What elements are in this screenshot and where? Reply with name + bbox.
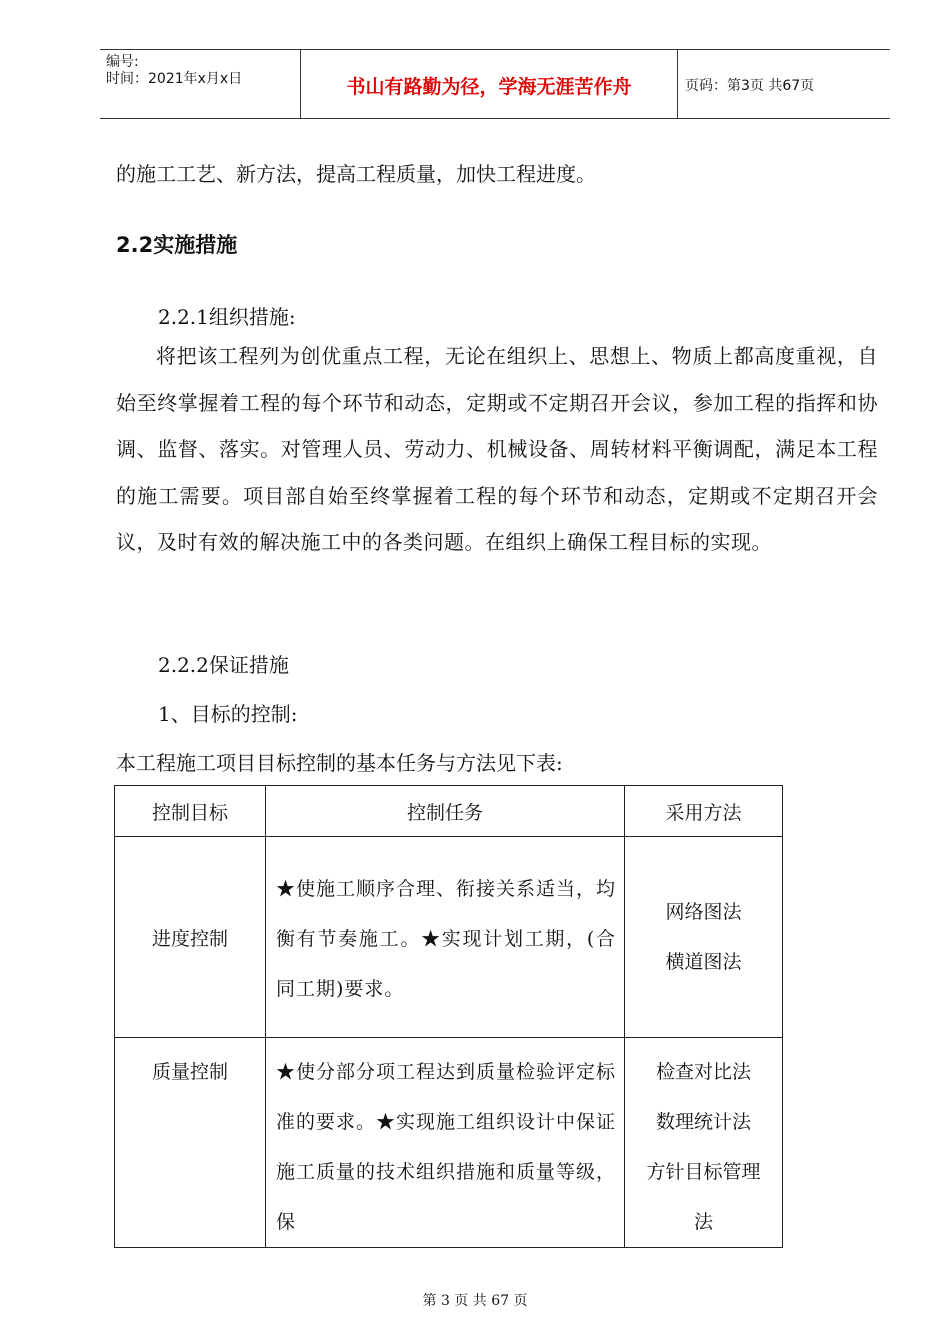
document-time-label: 时间：2021年x月x日 bbox=[106, 71, 243, 87]
table-cell-methods bbox=[625, 837, 783, 1038]
table-header-row bbox=[115, 786, 783, 837]
header-page-number: 页码：第3页 共67页 bbox=[685, 78, 815, 94]
method-item: 法 bbox=[693, 1211, 713, 1233]
table-cell-methods bbox=[625, 1038, 783, 1248]
control-table bbox=[114, 785, 783, 1248]
table-intro: 本工程施工项目目标控制的基本任务与方法见下表: bbox=[116, 751, 563, 775]
table-row bbox=[115, 1038, 783, 1248]
method-item: 横道图法 bbox=[665, 951, 742, 973]
header-divider bbox=[677, 50, 678, 118]
section-heading: 2.2实施措施 bbox=[116, 233, 238, 257]
table-cell-target: 质量控制 bbox=[115, 1038, 266, 1248]
paragraph: 将把该工程列为创优重点工程，无论在组织上、思想上、物质上都高度重视，自始至终掌握着工程的每个环节和动态，定期或不定期召开会议，参加工程的指挥和协调、监督、落实。对管理人员、劳动力、机械设备、周转材料平衡调配，满足本工程的施工需要。项目部自始至终掌握着工程的每个环节和动态，定期或不定期召开会议，及时有效的解决施工中的各类问题。在组织上确保工程目标的实现。 bbox=[116, 344, 878, 554]
header-motto: 书山有路勤为径，学海无涯苦作舟 bbox=[346, 76, 632, 98]
table-cell-task: ★使分部分项工程达到质量检验评定标准的要求。★实现施工组织设计中保证施工质量的技术组织措施和质量等级，保 bbox=[266, 1038, 625, 1248]
table-header-cell: 控制任务 bbox=[266, 786, 625, 837]
method-item: 数理统计法 bbox=[655, 1111, 751, 1133]
table-cell-target: 进度控制 bbox=[115, 837, 266, 1038]
header-meta bbox=[106, 54, 242, 88]
table-header-cell: 控制目标 bbox=[115, 786, 266, 837]
table-cell-task: ★使施工顺序合理、衔接关系适当，均衡有节奏施工。★实现计划工期，(合同工期)要求。 bbox=[266, 837, 625, 1038]
header-divider bbox=[300, 50, 301, 118]
list-item: 1、目标的控制: bbox=[158, 702, 298, 726]
method-item: 检查对比法 bbox=[655, 1061, 751, 1083]
document-number-label: 编号: bbox=[106, 54, 139, 70]
table-header-cell: 采用方法 bbox=[625, 786, 783, 837]
page-footer: 第 3 页 共 67 页 bbox=[422, 1293, 528, 1309]
subsection-heading: 2.2.2保证措施 bbox=[158, 653, 289, 677]
page-header bbox=[100, 49, 890, 119]
table-row bbox=[115, 837, 783, 1038]
method-item: 方针目标管理 bbox=[646, 1161, 761, 1183]
subsection-heading: 2.2.1组织措施: bbox=[158, 305, 296, 329]
text-line: 的施工工艺、新方法，提高工程质量，加快工程进度。 bbox=[116, 162, 596, 186]
method-item: 网络图法 bbox=[665, 901, 742, 923]
